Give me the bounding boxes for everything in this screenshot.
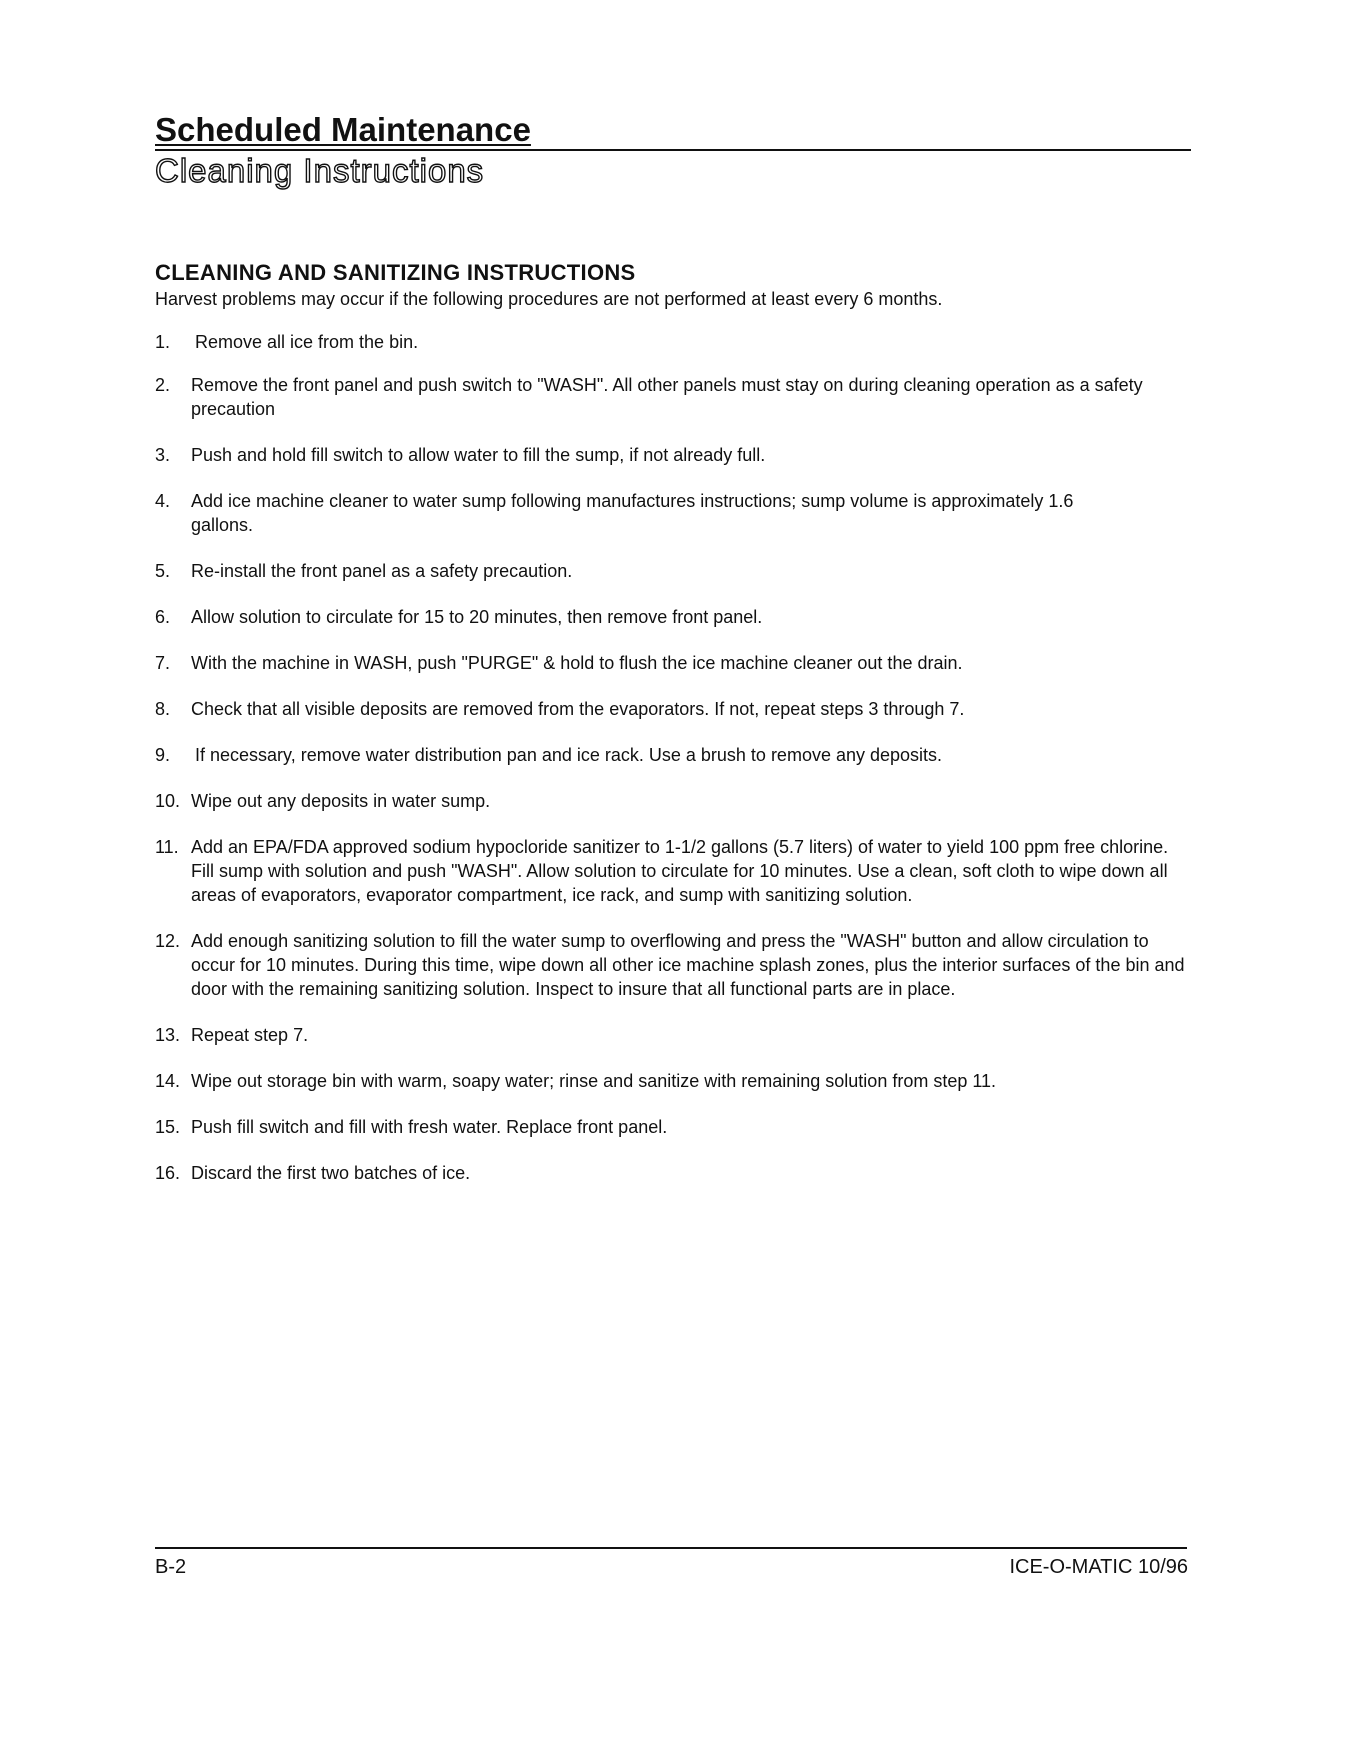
step-number: 11. [155, 837, 179, 857]
step-text: Wipe out storage bin with warm, soapy water; rinse and sanitize with remaining solution from step 11. [191, 1071, 997, 1091]
publication-info: ICE-O-MATIC 10/96 [1009, 1556, 1188, 1578]
step-text: Check that all visible deposits are removed from the evaporators. If not, repeat steps 3 through 7. [191, 699, 965, 719]
step-item [155, 1161, 1195, 1185]
step-text: Push and hold fill switch to allow water to fill the sump, if not already full. [191, 445, 766, 465]
step-item [155, 443, 1195, 467]
step-item [155, 605, 1195, 629]
step-text: Allow solution to circulate for 15 to 20 minutes, then remove front panel. [191, 607, 763, 627]
step-number: 16. [155, 1163, 181, 1183]
section-title: Scheduled Maintenance [155, 112, 1191, 151]
instructions-heading: CLEANING AND SANITIZING INSTRUCTIONS [155, 260, 636, 285]
step-item [155, 489, 1111, 537]
step-text: Add an EPA/FDA approved sodium hypocloride sanitizer to 1-1/2 gallons (5.7 liters) of water to yield 100 ppm free chlorine. Fill sump with solution and push "WASH". Allow solution to circulate for 10 minutes. Use a clean, soft cloth to wipe down all areas of evaporators, evaporator compartment, ice rack, and sump with sanitizing solution. [191, 837, 1169, 905]
step-number: 7. [155, 653, 171, 673]
step-text: Push fill switch and fill with fresh water. Replace front panel. [191, 1117, 668, 1137]
step-item [155, 1069, 1195, 1093]
step-item [155, 697, 1195, 721]
step-item [155, 330, 1195, 354]
step-item [155, 1023, 1195, 1047]
step-number: 14. [155, 1071, 181, 1091]
step-number: 9. [155, 745, 171, 765]
instructions-intro: Harvest problems may occur if the following procedures are not performed at least every 6 months. [155, 289, 943, 309]
step-text: Re-install the front panel as a safety precaution. [191, 561, 573, 581]
step-text: With the machine in WASH, push "PURGE" & hold to flush the ice machine cleaner out the drain. [191, 653, 963, 673]
step-item [155, 559, 1195, 583]
subsection-title: Cleaning Instructions [155, 152, 485, 189]
step-text: Wipe out any deposits in water sump. [191, 791, 491, 811]
step-item [155, 743, 1195, 767]
step-number: 13. [155, 1025, 181, 1045]
step-text: Repeat step 7. [191, 1025, 309, 1045]
step-item [155, 789, 1195, 813]
step-text: If necessary, remove water distribution pan and ice rack. Use a brush to remove any deposits. [195, 745, 943, 765]
step-number: 6. [155, 607, 171, 627]
step-number: 5. [155, 561, 171, 581]
step-item [155, 929, 1195, 1001]
step-text: Discard the first two batches of ice. [191, 1163, 471, 1183]
step-item [155, 835, 1195, 907]
step-number: 2. [155, 375, 171, 395]
page-header [155, 112, 1191, 191]
step-number: 8. [155, 699, 171, 719]
steps-list [155, 330, 1195, 1185]
step-text: Remove the front panel and push switch to "WASH". All other panels must stay on during cleaning operation as a safety precaution [191, 375, 1143, 419]
cleaning-instructions-body [155, 260, 1195, 1185]
step-number: 12. [155, 931, 181, 951]
step-number: 4. [155, 491, 171, 511]
footer-divider [155, 1547, 1187, 1549]
step-text: Add enough sanitizing solution to fill the water sump to overflowing and press the "WASH" button and allow circulation to occur for 10 minutes. During this time, wipe down all other ice machine splash zones, plus the interior surfaces of the bin and door with the remaining sanitizing solution. Inspect to insure that all functional parts are in place. [191, 931, 1185, 999]
step-item [155, 651, 1011, 675]
step-number: 3. [155, 445, 171, 465]
step-number: 1. [155, 332, 171, 352]
step-text: Remove all ice from the bin. [195, 332, 419, 352]
step-number: 10. [155, 791, 181, 811]
step-text: Add ice machine cleaner to water sump following manufactures instructions; sump volume is approximately 1.6 gallons. [191, 491, 1074, 535]
step-item [155, 373, 1151, 421]
step-number: 15. [155, 1117, 181, 1137]
page-number: B-2 [155, 1556, 187, 1578]
step-item [155, 1115, 1195, 1139]
